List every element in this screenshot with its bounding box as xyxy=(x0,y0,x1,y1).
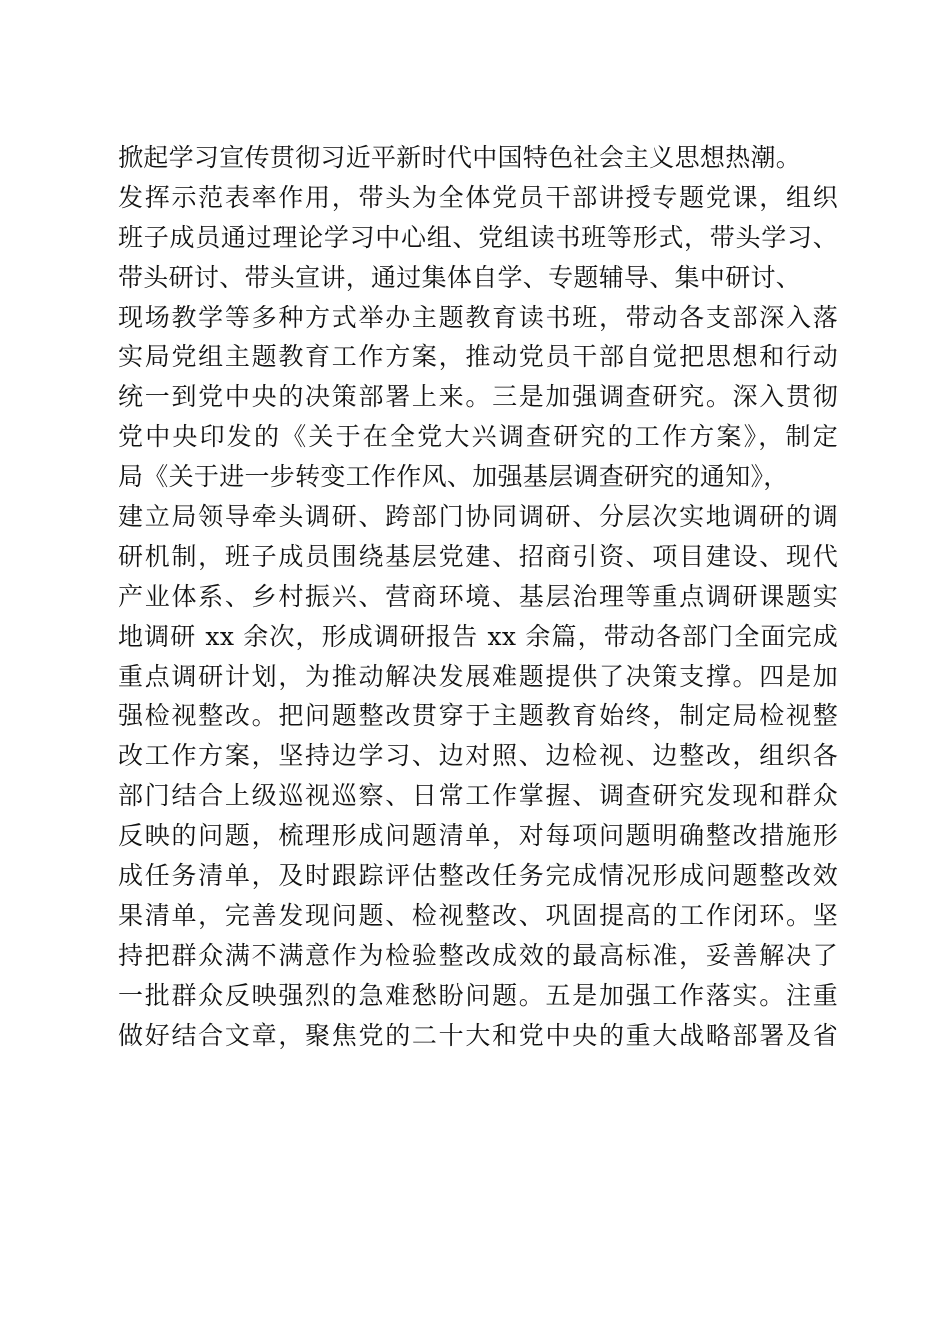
text-line-8: 党中央印发的《关于在全党大兴调查研究的工作方案》，制定 xyxy=(118,422,838,452)
text-line-19: 成任务清单，及时跟踪评估整改任务完成情况形成问题整改效 xyxy=(118,861,838,891)
text-line-9: 局《关于进一步转变工作作风、加强基层调查研究的通知》， xyxy=(118,462,789,492)
text-line-15: 强检视整改。把问题整改贯穿于主题教育始终，制定局检视整 xyxy=(118,701,838,731)
text-line-5: 现场教学等多种方式举办主题教育读书班，带动各支部深入落 xyxy=(118,302,838,332)
text-line-11: 研机制，班子成员围绕基层党建、招商引资、项目建设、现代 xyxy=(118,541,838,571)
text-line-17: 部门结合上级巡视巡察、日常工作掌握、调查研究发现和群众 xyxy=(118,781,838,811)
text-line-2: 发挥示范表率作用，带头为全体党员干部讲授专题党课，组织 xyxy=(118,182,838,212)
text-line-10: 建立局领导牵头调研、跨部门协同调研、分层次实地调研的调 xyxy=(118,502,838,532)
text-line-14: 重点调研计划，为推动解决发展难题提供了决策支撑。四是加 xyxy=(118,661,838,691)
text-line-20: 果清单，完善发现问题、检视整改、巩固提高的工作闭环。坚 xyxy=(118,900,838,930)
body-text xyxy=(118,138,838,1055)
text-line-16: 改工作方案，坚持边学习、边对照、边检视、边整改，组织各 xyxy=(118,741,838,771)
text-line-4: 带头研讨、带头宣讲，通过集体自学、专题辅导、集中研讨、 xyxy=(118,262,802,292)
text-line-1: 掀起学习宣传贯彻习近平新时代中国特色社会主义思想热潮。 xyxy=(118,143,802,172)
text-line-3: 班子成员通过理论学习中心组、党组读书班等形式，带头学习、 xyxy=(118,222,838,252)
text-line-21: 持把群众满不满意作为检验整改成效的最高标准，妥善解决了 xyxy=(118,940,838,970)
text-line-7: 统一到党中央的决策部署上来。三是加强调查研究。深入贯彻 xyxy=(118,382,838,412)
text-line-18: 反映的问题，梳理形成问题清单，对每项问题明确整改措施形 xyxy=(118,821,838,851)
text-line-6: 实局党组主题教育工作方案，推动党员干部自觉把思想和行动 xyxy=(118,342,838,372)
text-line-22: 一批群众反映强烈的急难愁盼问题。五是加强工作落实。注重 xyxy=(118,980,838,1010)
text-line-13: 地调研 xx 余次，形成调研报告 xx 余篇，带动各部门全面完成 xyxy=(118,621,838,651)
text-line-12: 产业体系、乡村振兴、营商环境、基层治理等重点调研课题实 xyxy=(118,581,838,611)
text-line-23: 做好结合文章，聚焦党的二十大和党中央的重大战略部署及省 xyxy=(118,1020,838,1050)
